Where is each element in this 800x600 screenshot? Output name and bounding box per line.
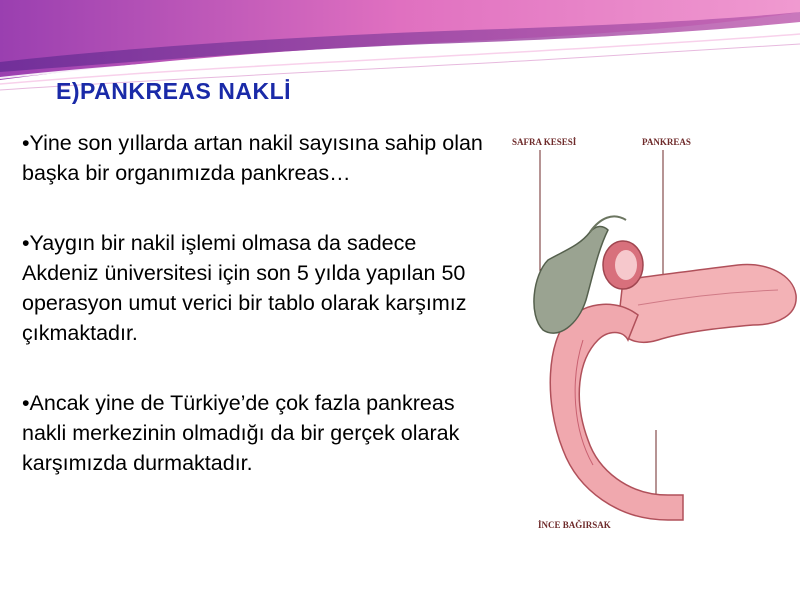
bullet-item xyxy=(22,128,492,188)
bullet-text: Ancak yine de Türkiye’de çok fazla pankreas nakli merkezinin olmadığı da bir gerçek olarak karşımızda durmaktadır. xyxy=(22,391,460,475)
pancreas-anatomy-illustration xyxy=(508,100,800,545)
slide-title: E)PANKREAS NAKLİ xyxy=(56,78,292,104)
bullet-item xyxy=(22,228,492,348)
bullet-list xyxy=(22,128,492,518)
bullet-marker: • xyxy=(22,231,30,255)
bullet-text: Yaygın bir nakil işlemi olmasa da sadece Akdeniz üniversitesi için son 5 yılda yapılan 50 operasyon umut verici bir tablo olarak karşımız çıkmaktadır. xyxy=(22,231,467,345)
label-small-intestine: İNCE BAĞIRSAK xyxy=(538,520,611,530)
bullet-marker: • xyxy=(22,391,30,415)
label-gallbladder: SAFRA KESESİ xyxy=(512,137,577,147)
label-pancreas: PANKREAS xyxy=(642,137,691,147)
bullet-item xyxy=(22,388,492,478)
bullet-marker: • xyxy=(22,131,30,155)
bullet-text: Yine son yıllarda artan nakil sayısına sahip olan başka bir organımızda pankreas… xyxy=(22,131,483,185)
